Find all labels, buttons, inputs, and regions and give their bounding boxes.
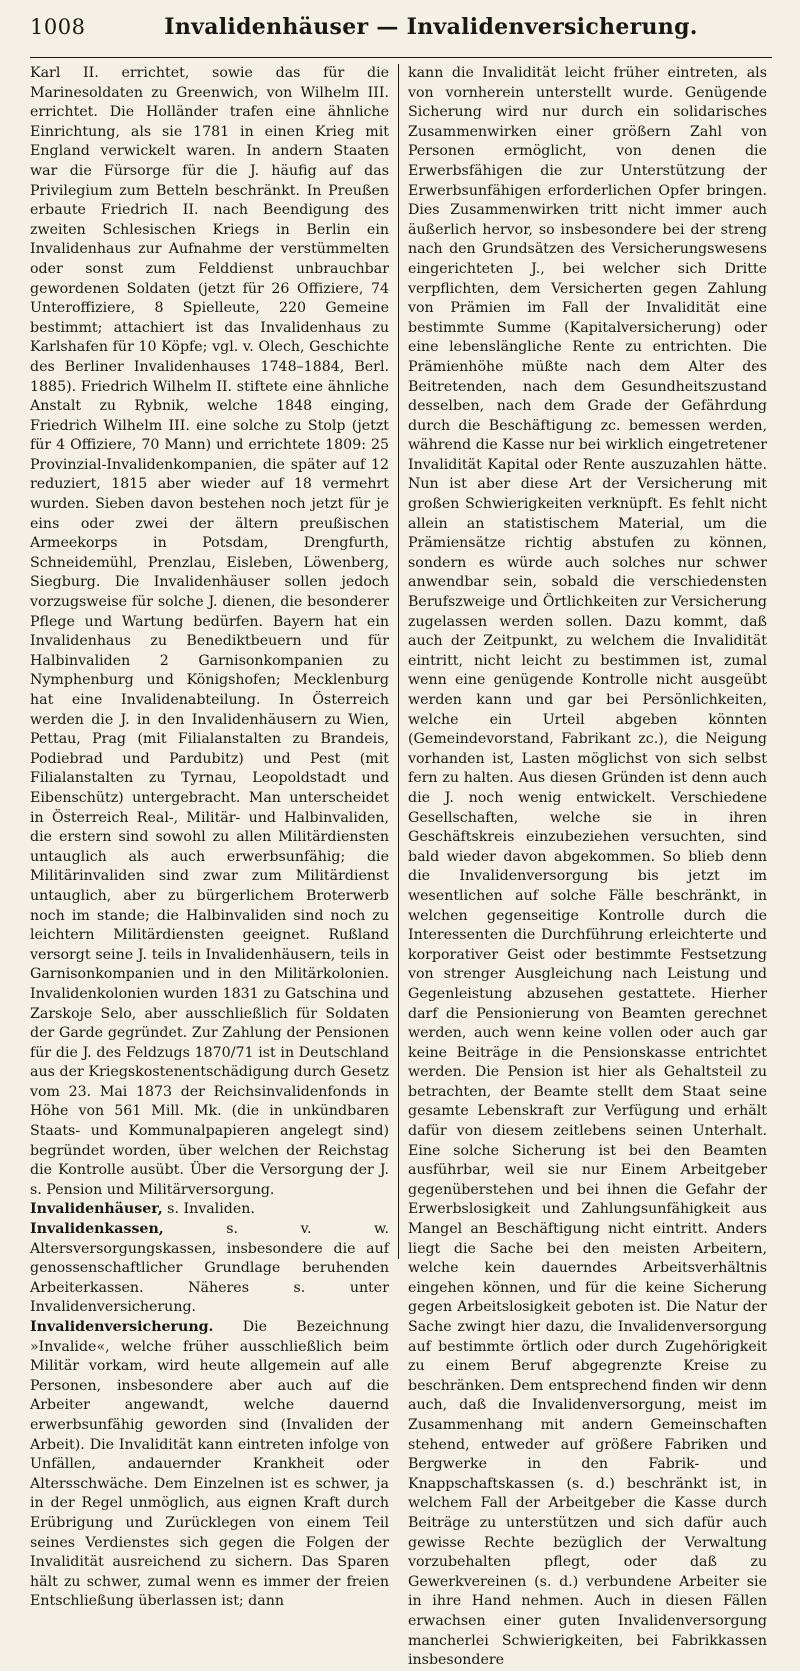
entry-text: Die Bezeichnung »Invalide«, welche früher ausschließlich beim Militär vorkam, wird heute allgemein auf alle Personen, insbesondere aber auch auf die Arbeiter angewandt, welche dauernd erwerbsunfähig geworden sind (Invaliden der Arbeit). Die Invalidität kann eintreten infolge von Unfällen, andauernder Krankheit oder Altersschwäche. Dem Einzelnen ist es schwer, ja in der Regel unmöglich, aus eignen Kraft durch Erübrigung und Zurücklegen von einem Teil seines Verdienstes sich gegen die Folgen der Invalidität ausreichend zu sichern. Das Sparen hält zu schwer, zumal wenn es immer der freien Entschließung überlassen ist; dann — [30, 1319, 389, 1610]
column-divider — [398, 64, 399, 1259]
entry-invalidenhaeuser — [30, 1200, 389, 1220]
page-number: 1008 — [30, 15, 86, 39]
text-columns — [30, 64, 772, 1669]
right-column — [401, 64, 767, 1669]
left-paragraph-continued: Karl II. errichtet, sowie das für die Marinesoldaten zu Greenwich, von Wilhelm III. errichtet. Die Holländer trafen eine ähnliche Einrichtung, als sie 1781 in einen Krieg mit England verwickelt waren. In andern Staaten war die Fürsorge für die J. häufig auf das Privilegium zum Betteln beschränkt. In Preußen erbaute Friedrich II. nach Beendigung des zweiten Schlesischen Kriegs in Berlin ein Invalidenhaus zur Aufnahme der verstümmelten oder sonst zum Felddienst unbrauchbar gewordenen Soldaten (jetzt für 26 Offiziere, 74 Unteroffiziere, 8 Spielleute, 220 Gemeine bestimmt; attachiert ist das Invalidenhaus zu Karlshafen für 10 Köpfe; vgl. v. Olech, Geschichte des Berliner Invalidenhauses 1748–1884, Berl. 1885). Friedrich Wilhelm II. stiftete eine ähnliche Anstalt zu Rybnik, welche 1848 einging, Friedrich Wilhelm III. eine solche zu Stolp (jetzt für 4 Offiziere, 70 Mann) und errichtete 1809: 25 Provinzial-Invalidenkompanien, die später auf 12 reduziert, 1815 aber wieder auf 18 vermehrt wurden. Sieben davon bestehen noch jetzt für je eins oder zwei der ältern preußischen Armeekorps in Potsdam, Drengfurth, Schneidemühl, Prenzlau, Eisleben, Löwenberg, Siegburg. Die Invalidenhäuser sollen jedoch vorzugsweise für solche J. dienen, die besonderer Pflege und Wartung bedürfen. Bayern hat ein Invalidenhaus zu Benediktbeuern und für Halbinvaliden 2 Garnisonkompanien zu Nymphenburg und Königshofen; Mecklenburg hat eine Invalidenabteilung. In Österreich werden die J. in den Invalidenhäusern zu Wien, Pettau, Prag (mit Filialanstalten zu Brandeis, Podiebrad und Pardubitz) und Pest (mit Filialanstalten zu Tyrnau, Leopoldstadt und Eibenschütz) untergebracht. Man unterscheidet in Österreich Real-, Militär- und Halbinvaliden, die erstern sind sowohl zu allen Militärdiensten untauglich als auch erwerbsunfähig; die Militärinvaliden sind zwar zum Militärdienst untauglich, aber zu bürgerlichem Broterwerb noch im stande; die Halbinvaliden sind noch zu leichtern Militärdiensten geeignet. Rußland versorgt seine J. teils in Invalidenhäusern, teils in Garnisonkompanien und in den Militärkolonien. Invalidenkolonien wurden 1831 zu Gatschina und Zarskoje Selo, aber ausschließlich für Soldaten der Garde gegründet. Zur Zahlung der Pensionen für die J. des Feldzugs 1870/71 ist in Deutschland aus der Kriegskostenentschädigung durch Gesetz vom 23. Mai 1873 der Reichsinvalidenfonds in Höhe von 561 Mill. Mk. (die in unkündbaren Staats- und Kommunalpapieren angelegt sind) begründet worden, über welchen der Reichstag die Kontrolle ausübt. Über die Versorgung der J. s. Pension und Militärversorgung. — [30, 65, 389, 1198]
page-header — [30, 14, 772, 58]
right-paragraph-continued: kann die Invalidität leicht früher eintreten, als von vornherein unterstellt wurde. Genügende Sicherung wird nur durch ein solidarisches Zusammenwirken einer größern Zahl von Personen ermöglicht, von denen die Erwerbsfähigen die zur Unterstützung der Erwerbsunfähigen erforderlichen Opfer bringen. Dies Zusammenwirken tritt nicht immer auch äußerlich hervor, so insbesondere bei der streng nach den Grundsätzen des Versicherungswesens eingerichteten J., bei welcher sich Dritte verpflichten, dem Versicherten gegen Zahlung von Prämien im Fall der Invalidität eine bestimmte Summe (Kapitalversicherung) oder eine lebenslängliche Rente zu entrichten. Die Prämienhöhe müßte nach dem Alter des Beitretenden, nach dem Gesundheitszustand desselben, nach dem Grade der Gefährdung durch die Beschäftigung zc. bemessen werden, während die Kasse nur bei wirklich eingetretener Invalidität Kapital oder Rente auszuzahlen hätte. Nun ist aber diese Art der Versicherung mit großen Schwierigkeiten verknüpft. Es fehlt nicht allein an statistischem Material, um die Prämiensätze richtig abstufen zu können, sondern es würde auch solches nur schwer anwendbar sein, sobald die verschiedensten Berufszweige und Örtlichkeiten zur Versicherung zugelassen werden sollen. Dazu kommt, daß auch der Zeitpunkt, zu welchem die Invalidität eintritt, nicht leicht zu bestimmen ist, zumal wenn eine genügende Kontrolle nicht ausgeübt werden kann und gar bei Persönlichkeiten, welche ein Urteil abgeben könnten (Gemeindevorstand, Fabrikant zc.), die Neigung vorhanden ist, Lasten möglichst von sich selbst fern zu halten. Aus diesen Gründen ist denn auch die J. noch wenig entwickelt. Verschiedene Gesellschaften, welche sie in ihren Geschäftskreis einzubeziehen versuchten, sind bald wieder davon abgekommen. So blieb denn die Invalidenversorgung bis jetzt im wesentlichen auf solche Fälle beschränkt, in welchen gegenseitige Kontrolle durch die Interessenten die Durchführung erleichterte und korporativer Geist oder bestimmte Festsetzung von strenger Ausgleichung nach Leistung und Gegenleistung abzusehen gestattete. Hierher darf die Pensionierung von Beamten gerechnet werden, auch wenn keine vollen oder auch gar keine Beiträge in die Pensionskasse entrichtet werden. Die Pension ist hier als Gehaltsteil zu betrachten, der Beamte stellt dem Staat seine gesamte Lebenskraft zur Verfügung und erhält dafür von diesem zeitlebens seinen Unterhalt. Eine solche Sicherung ist bei den Beamten ausführbar, weil sie nur Einem Arbeitgeber gegenüberstehen und bei ihnen die Gefahr der Erwerbslosigkeit und Zahlungsunfähigkeit aus Mangel an Beschäftigung nicht eintritt. Anders liegt die Sache bei den meisten Arbeitern, welche kein dauerndes Arbeitsverhältnis eingehen können, und für die keine Sicherung gegen Arbeitslosigkeit geboten ist. Die Natur der Sache zwingt hier dazu, die Invalidenversorgung auf bestimmte örtlich oder durch Zugehörigkeit zu einem Beruf abgegrenzte Kreise zu beschränken. Dem entsprechend finden wir denn auch, daß die Invalidenversorgung, meist im Zusammenhang mit andern Gemeinschaften stehend, entweder auf größere Fabriken und Bergwerke in den Fabrik- und Knappschaftskassen (s. d.) beschränkt ist, in welchem Fall der Arbeitgeber die Kasse durch Beiträge zu unterstützen und sich dafür auch gewisse Rechte bezüglich der Verwaltung vorzubehalten pflegt, oder daß zu Gewerkvereinen (s. d.) verbundene Arbeiter sie in ihre Hand nehmen. Auch in diesen Fällen erwachsen einer guten Invalidenversorgung mancherlei Schwierigkeiten, bei Fabrikkassen insbesondere — [408, 65, 767, 1669]
entry-headword: Invalidenversicherung. — [30, 1319, 214, 1335]
entry-text: s. v. w. Altersversorgungskassen, insbesondere die auf genossenschaftlicher Grundlage beruhenden Arbeiterkassen. Näheres s. unter Invalidenversicherung. — [30, 1221, 389, 1316]
running-title: Invalidenhäuser — Invalidenversicherung. — [164, 14, 698, 40]
entry-text: s. Invaliden. — [162, 1201, 255, 1218]
entry-headword: Invalidenhäuser, — [30, 1201, 163, 1218]
entry-headword: Invalidenkassen, — [30, 1221, 164, 1238]
entry-invalidenkassen — [30, 1220, 389, 1318]
entry-invalidenversicherung — [30, 1318, 389, 1612]
left-column — [30, 64, 396, 1610]
